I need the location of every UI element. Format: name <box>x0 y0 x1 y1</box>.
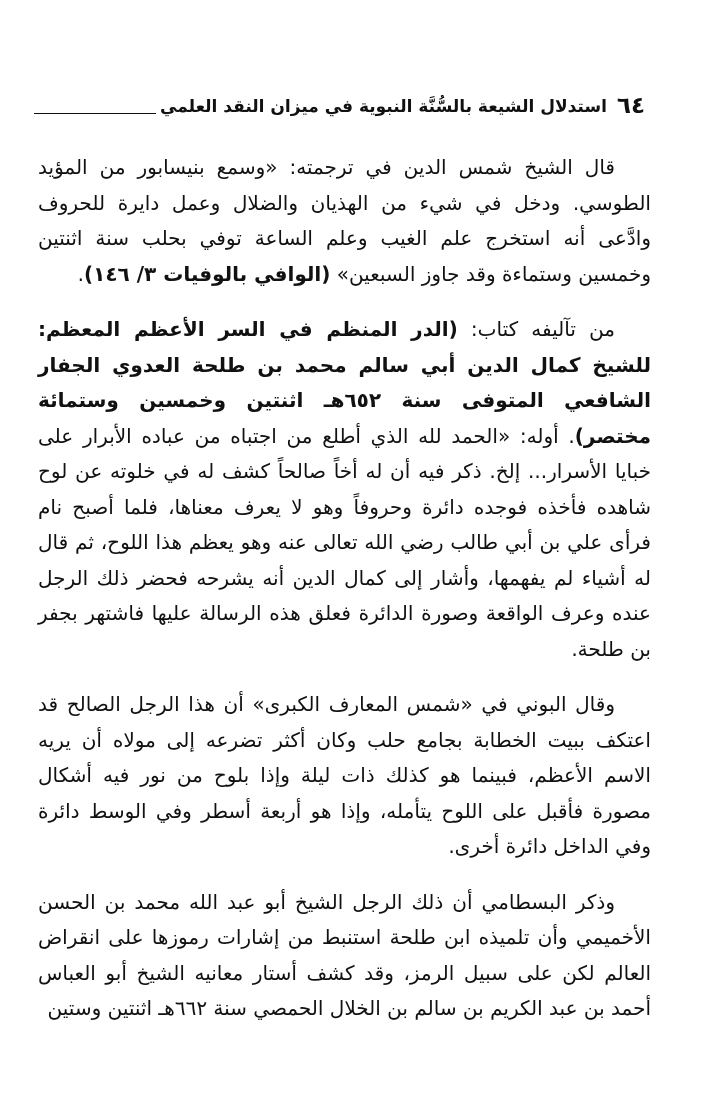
page-body <box>38 150 651 1027</box>
paragraph-1-end: . <box>77 261 84 286</box>
paragraph-2-intro: من تآليفه كتاب: <box>470 317 616 341</box>
paragraph-al-buni <box>38 687 651 865</box>
paragraph-4-text: وذكر البسطامي أن ذلك الرجل الشيخ أبو عبد الله محمد بن الحسن الأخميمي وأن تلميذه ابن طلحة استنبط من إشارات رموزها على انقراض العالم لكن على سبيل الرمز، وقد كشف أستار معانيه الشيخ أبو العباس أحمد بن عبد الكريم بن سالم بن الخلال الحمصي سنة ٦٦٢هـ اثنتين وستين <box>38 889 651 1020</box>
page-header <box>28 86 645 120</box>
paragraph-book-description <box>38 312 651 667</box>
paragraph-3-text: وقال البوني في «شمس المعارف الكبرى» أن هذا الرجل الصالح قد اعتكف ببيت الخطابة بجامع حلب وكان أكثر تضرعه إلى مولاه أن يريه الاسم الأعظم، فبينما هو كذلك ذات ليلة وإذا بلوح من نور فيه أشكال مصورة فأقبل على اللوح يتأمله، وإذا هو أربعة أسطر وفي الوسط دائرة وفي الداخل دائرة أخرى. <box>38 692 651 858</box>
citation-al-wafi: (الوافي بالوفيات ٣/ ١٤٦) <box>84 261 331 286</box>
page-number: ٦٤ <box>616 93 645 119</box>
paragraph-shams-al-din-biography <box>38 150 651 292</box>
running-title: استدلال الشيعة بالسُّنَّة النبوية في ميزان النقد العلمي <box>160 97 607 117</box>
book-title: (الدر المنظم في السر الأعظم المعظم: للشيخ كمال الدين أبي سالم محمد بن طلحة العدوي الجفار الشافعي المتوفى سنة ٦٥٢هـ اثنتين وخمسين وستمائة مختصر) <box>38 317 651 448</box>
header-rule <box>34 113 156 114</box>
paragraph-2-rest: . أوله: «الحمد لله الذي أطلع من اجتباه من عباده الأبرار على خبايا الأسرار... إلخ. ذكر فيه أن له أخاً صالحاً كشف له في خلوته عن لوح شاهده فأخذه فوجده دائرة وحروفاً وهو لا يعرف معناها، فلما أصبح نام فرأى علي بن أبي طالب رضي الله تعالى عنه وهو يعظم هذا اللوح، ثم قال له أشياء لم يفهمها، وأشار إلى كمال الدين أنه يشرحه فحضر ذلك الرجل عنده وعرف الواقعة وصورة الدائرة فعلق هذه الرسالة عليها فاشتهر بجفر بن طلحة. <box>38 423 651 661</box>
paragraph-1-text: قال الشيخ شمس الدين في ترجمته: «وسمع بنيسابور من المؤيد الطوسي. ودخل في شيء من الهذيان والضلال وعمل دايرة للحروف وادَّعى أنه استخرج علم الغيب وعلم الساعة توفي بحلب سنة اثنتين وخمسين وستماءة وقد جاوز السبعين» <box>38 155 651 286</box>
paragraph-al-bistami <box>38 885 651 1027</box>
